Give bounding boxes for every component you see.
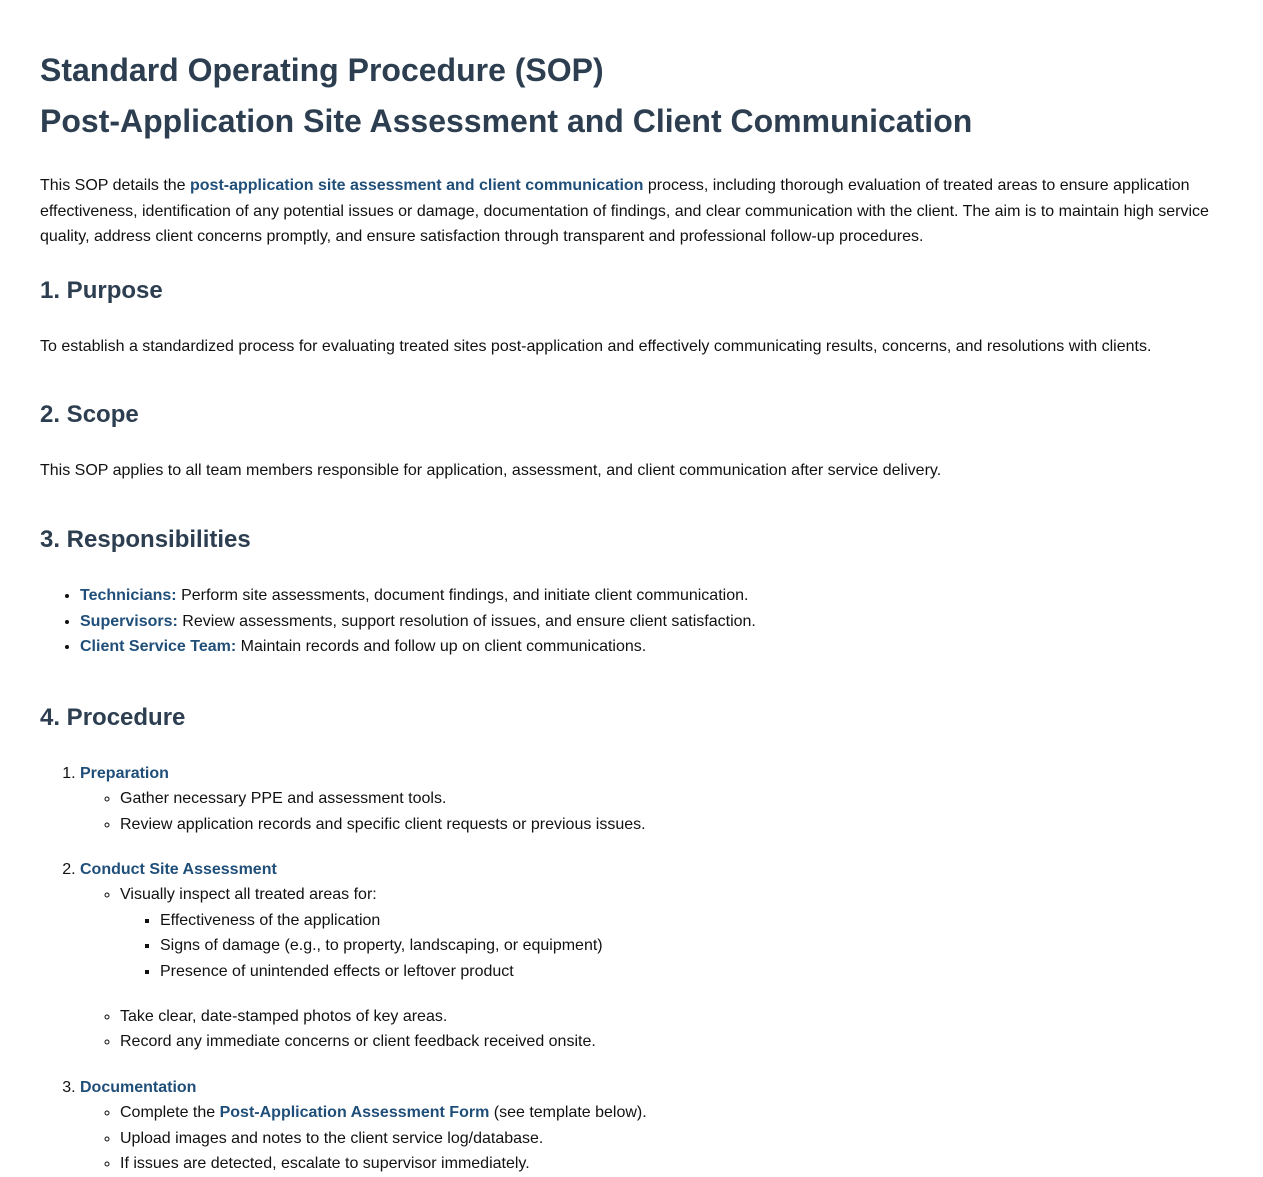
page-title: [40, 45, 1223, 147]
list-item: ▪ Signs of damage (e.g., to property, landscaping, or equipment): [160, 933, 1223, 959]
role-label: Client Service Team:: [80, 638, 237, 656]
responsibilities-list: [40, 583, 1223, 660]
procedure-steps: [40, 761, 1223, 1177]
step-items: [80, 1100, 1223, 1177]
list-item: ▪ Presence of unintended effects or leftover product: [160, 959, 1223, 985]
step-title: Preparation: [80, 764, 169, 782]
purpose-heading: 1. Purpose: [40, 276, 163, 304]
list-item: ◦ If issues are detected, escalate to supervisor immediately.: [120, 1151, 1223, 1177]
list-item: [120, 882, 1223, 984]
list-item: [80, 583, 1223, 609]
step-title: Documentation: [80, 1078, 197, 1096]
role-label: Technicians:: [80, 586, 177, 604]
step-title: Conduct Site Assessment: [80, 860, 277, 878]
intro-suffix: process, including thorough evaluation of treated areas to ensure application effectiveness, identification of any potential issues or damage, documentation of findings, and clear communication with the client. The aim is to maintain high service quality, address client concerns promptly, and ensure satisfaction through transparent and professional follow-up procedures.: [40, 177, 1209, 246]
scope-heading: 2. Scope: [40, 401, 139, 429]
list-item: [80, 609, 1223, 635]
list-item: ▪ Effectiveness of the application: [160, 908, 1223, 934]
list-item: ◦ Record any immediate concerns or client feedback received onsite.: [120, 1029, 1223, 1055]
purpose-text: To establish a standardized process for evaluating treated sites post-application and effectively communicating results, concerns, and resolutions with clients.: [40, 337, 1152, 355]
role-label: Supervisors:: [80, 612, 178, 630]
procedure-step: [80, 1075, 1223, 1177]
title-line-1: Standard Operating Procedure (SOP): [40, 52, 604, 88]
inspect-label: Visually inspect all treated areas for:: [120, 886, 377, 904]
intro-prefix: This SOP details the: [40, 177, 190, 194]
role-description: Review assessments, support resolution of issues, and ensure client satisfaction.: [177, 612, 756, 630]
form-item-prefix: Complete the: [120, 1104, 220, 1122]
list-item: ◦ Gather necessary PPE and assessment tools.: [120, 786, 1223, 812]
role-description: Perform site assessments, document findings, and initiate client communication.: [176, 586, 749, 604]
procedure-step: [80, 761, 1223, 838]
role-description: Maintain records and follow up on client communications.: [236, 638, 647, 656]
list-item: [120, 1100, 1223, 1126]
list-item: ◦ Review application records and specific client requests or previous issues.: [120, 812, 1223, 838]
procedure-step: [80, 857, 1223, 1055]
procedure-heading: 4. Procedure: [40, 703, 186, 731]
step-items: [80, 786, 1223, 837]
intro-paragraph: [40, 173, 1223, 250]
step-items: [80, 882, 1223, 1055]
list-item: [80, 634, 1223, 660]
list-item: ◦ Upload images and notes to the client service log/database.: [120, 1126, 1223, 1152]
form-item-suffix: (see template below).: [489, 1104, 647, 1122]
intro-highlight: post-application site assessment and client communication: [190, 177, 644, 194]
scope-text: This SOP applies to all team members responsible for application, assessment, and client communication after service delivery.: [40, 462, 942, 480]
responsibilities-heading: 3. Responsibilities: [40, 525, 251, 553]
list-item: ◦ Take clear, date-stamped photos of key areas.: [120, 1004, 1223, 1030]
assessment-form-link: Post-Application Assessment Form: [219, 1104, 490, 1122]
title-line-2: Post-Application Site Assessment and Client Communication: [40, 103, 973, 139]
inspect-criteria: [120, 908, 1223, 985]
